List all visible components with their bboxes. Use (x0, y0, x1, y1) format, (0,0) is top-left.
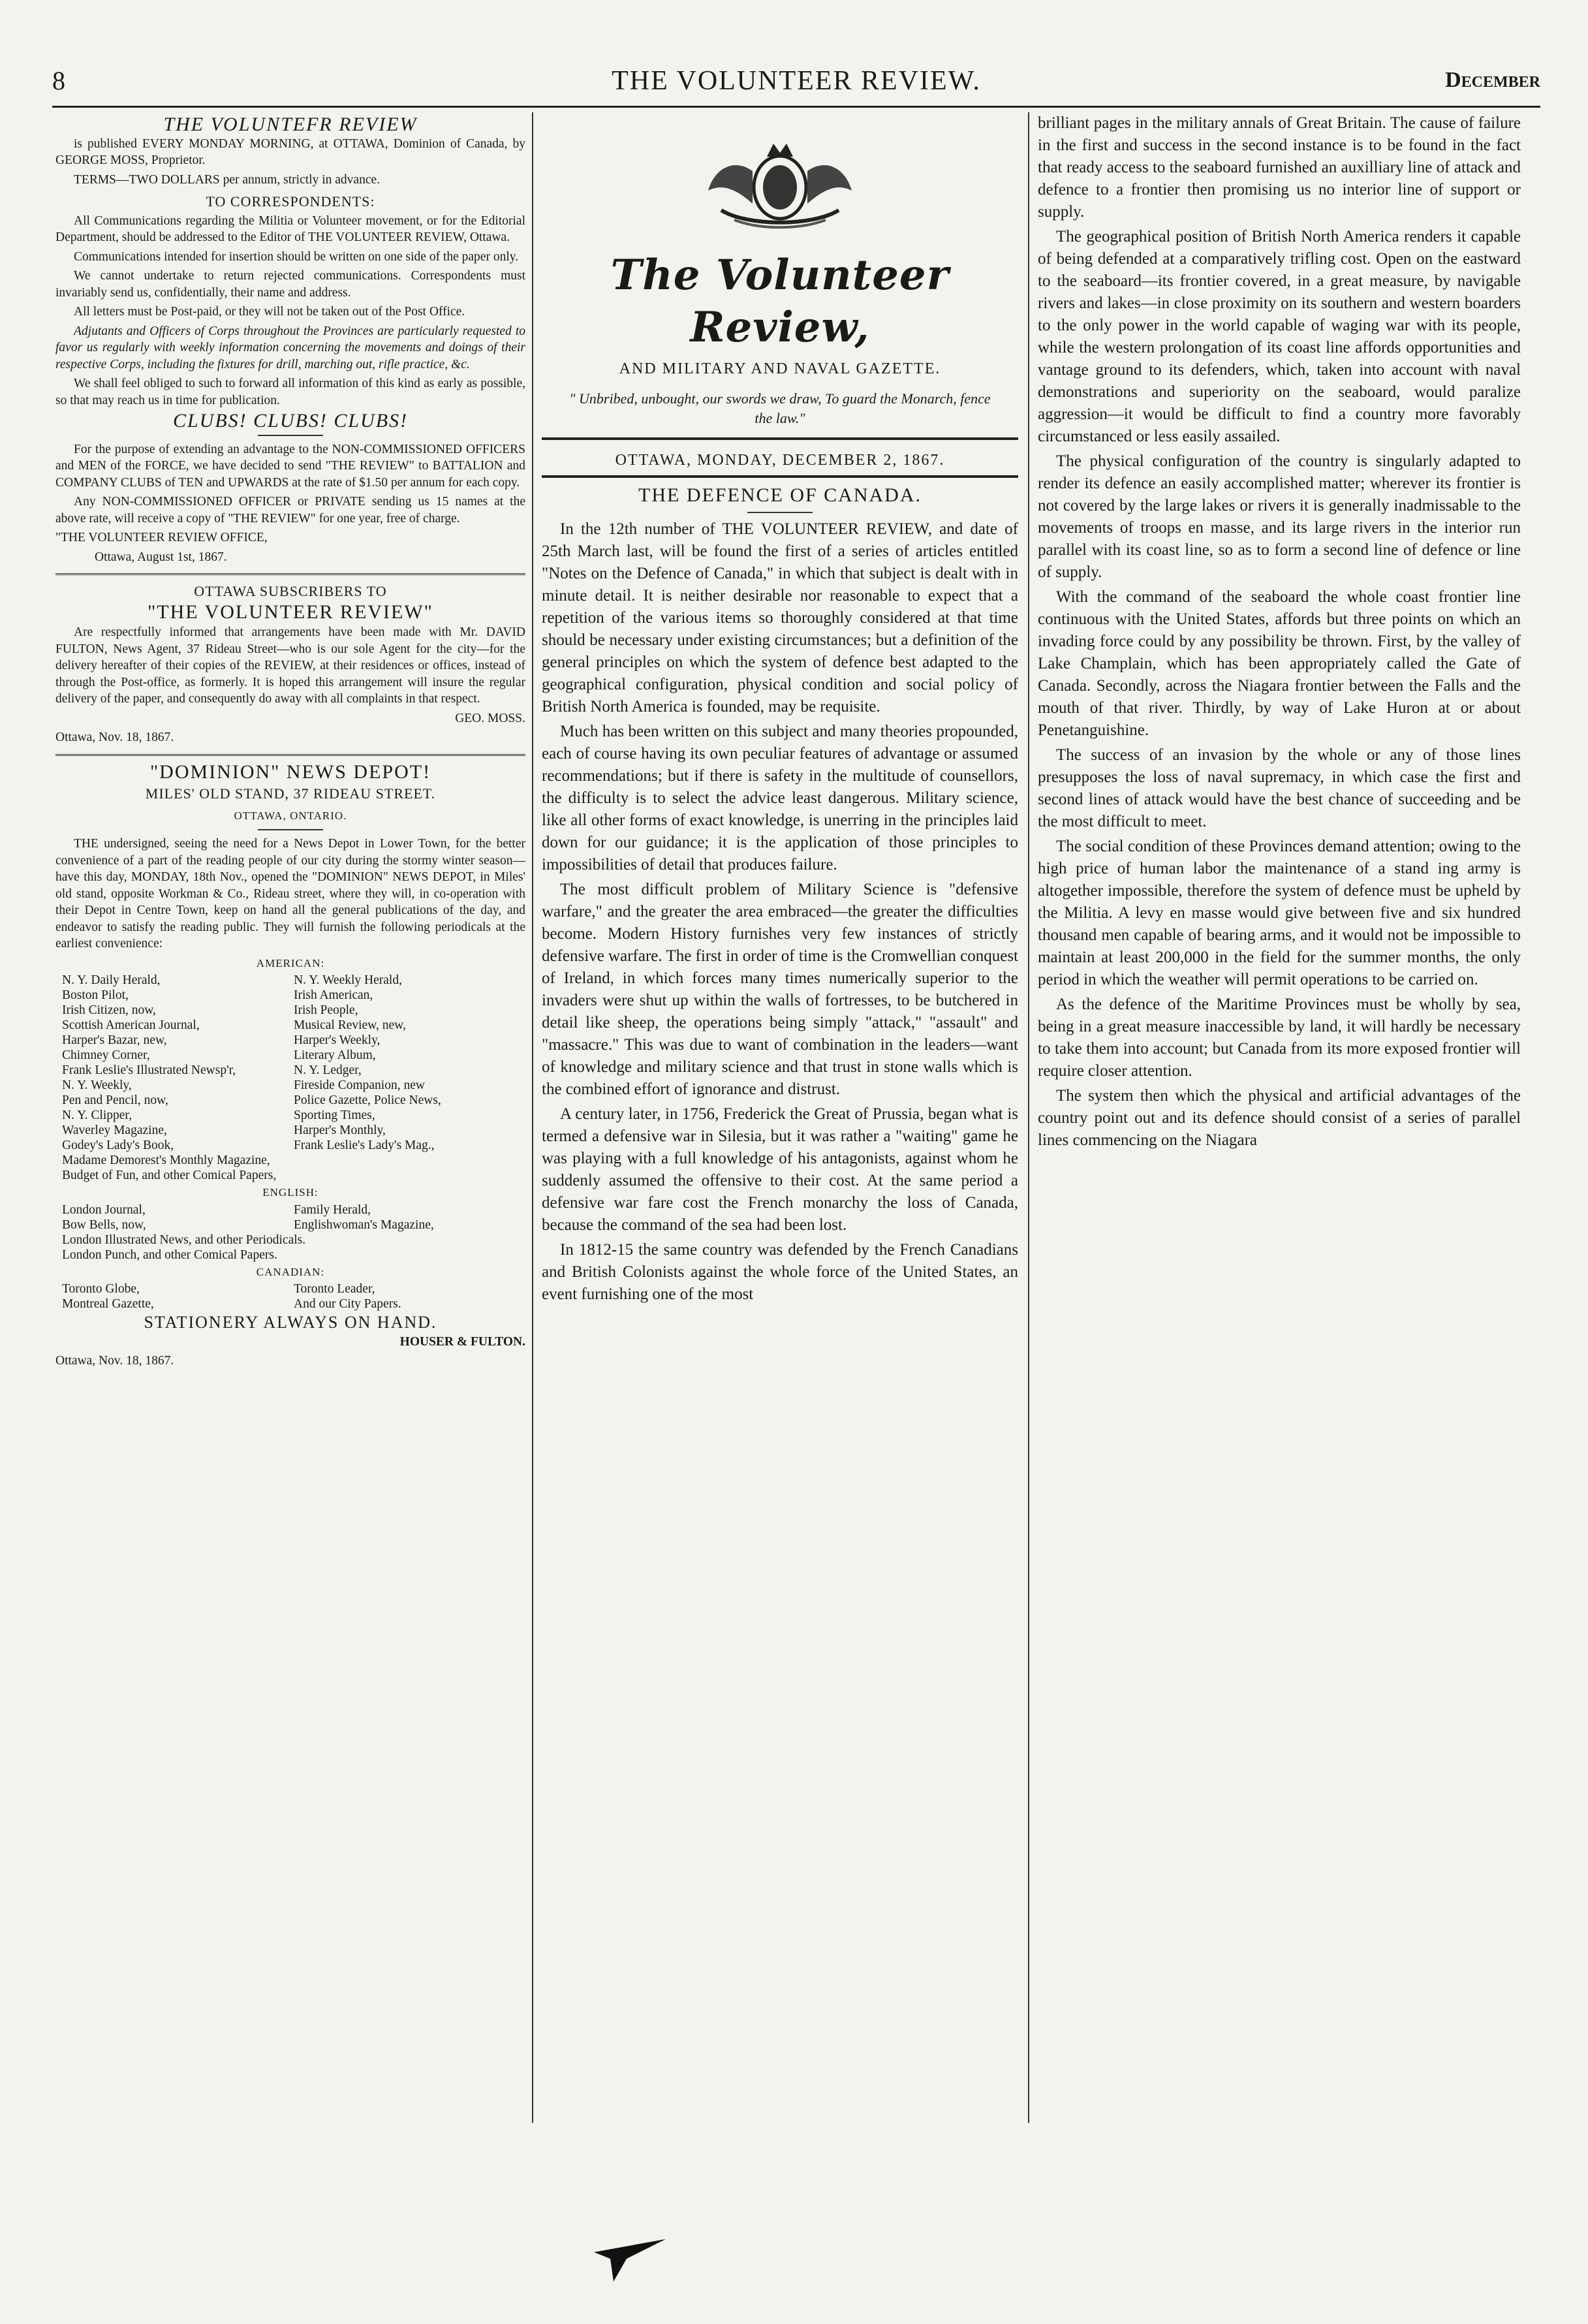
article-paragraph: brilliant pages in the military annals of Great Britain. The cause of failure in the first and success in the second instance is to be found in the fact that ready access to the seaboard furnished an auxilliary line of attack and defence to a frontier then promising us no interior line of support or supply. (1038, 114, 1521, 221)
periodical-name: Frank Leslie's Illustrated Newsp'r, (62, 1063, 236, 1077)
periodical-name: Englishwoman's Magazine, (294, 1217, 434, 1232)
periodical-name: Harper's Weekly, (294, 1033, 381, 1047)
column-right (1038, 112, 1521, 2136)
depot-city: OTTAWA, ONTARIO. (234, 809, 347, 822)
periodical-name: Literary Album, (294, 1048, 376, 1062)
periodical-name: Irish American, (294, 988, 373, 1002)
correspondents-heading: TO CORRESPONDENTS: (206, 193, 375, 210)
subscribers-date: Ottawa, Nov. 18, 1867. (55, 730, 174, 744)
masthead-motto: " Unbribed, unbought, our swords we draw, To guard the Monarch, fence the law." (569, 390, 991, 426)
clubs-paragraph: For the purpose of extending an advantage to the NON-COMMISSIONED OFFICERS and MEN of the FORCE, we have decided to send "THE REVIEW" to BATTALION and COMPANY CLUBS of TEN and UPWARDS at the rate of $1.50 per annum for each copy. (55, 442, 525, 490)
depot-subheading: MILES' OLD STAND, 37 RIDEAU STREET. (145, 785, 436, 802)
periodical-name: London Journal, (62, 1202, 146, 1217)
periodical-name: Boston Pilot, (62, 988, 129, 1002)
american-heading: AMERICAN: (256, 956, 325, 969)
periodical-name: Musical Review, new, (294, 1018, 406, 1032)
periodical-name: And our City Papers. (294, 1297, 401, 1311)
periodical-row (62, 1078, 525, 1093)
correspondents-paragraph: We shall feel obliged to such to forward all information of this kind as early as possible, so that may reach us in time for publication. (55, 377, 525, 407)
terms-notice: TERMS—TWO DOLLARS per annum, strictly in advance. (74, 172, 380, 187)
article-title: THE DEFENCE OF CANADA. (638, 484, 922, 506)
publication-title: THE VOLUNTEFR REVIEW (163, 114, 418, 135)
periodical-name: Irish Citizen, now, (62, 1003, 156, 1017)
article-paragraph: The system then which the physical and artificial advantages of the country point out and its defence should consist of a series of parallel lines commencing on the Niagara (1038, 1087, 1521, 1149)
periodical-row (62, 1168, 525, 1183)
periodical-name: Harper's Bazar, new, (62, 1033, 167, 1047)
publication-notice: is published EVERY MONDAY MORNING, at OTTAWA, Dominion of Canada, by GEORGE MOSS, Proprietor. (55, 136, 525, 167)
periodical-name: N. Y. Weekly Herald, (294, 973, 402, 987)
periodical-row (62, 1281, 525, 1296)
short-rule (258, 829, 323, 830)
article-paragraph: The physical configuration of the country is singularly adapted to render its defence an easily accomplished matter; wherever its frontier is not covered by the large lakes or rivers it is generally inadmissable to the movements of troops en masse, and its large rivers in the interior run parallel with its coast line, so as to form a second line of defence or line of supply. (1038, 452, 1521, 581)
periodical-name: Pen and Pencil, now, (62, 1093, 168, 1107)
periodical-row (62, 1123, 525, 1138)
periodical-row (62, 1296, 525, 1311)
periodical-name: Bow Bells, now, (62, 1217, 146, 1232)
periodical-row (62, 1217, 525, 1233)
article-paragraph: Much has been written on this subject and many theories propounded, each of course having its own peculiar features of advantage or assumed recommendations; but if there is safety in the multitude of counsellors, the difficulty is to select the advice least dangerous. Military science, like all other forms of exact knowledge, is unerring in the principles laid down for our guidance; it is the application of those principles to impossibilities of detail that produces failure. (542, 723, 1018, 873)
article-paragraph: In the 12th number of THE VOLUNTEER REVIEW, and date of 25th March last, will be found the first of a series of articles entitled "Notes on the Defence of Canada," in which that subject is dealt with in minute detail. It is neither desirable nor reasonable to expect that a repetition of the various items so thoroughly considered at that time should be necessary under existing circumstances; but a definition of the general principles on which the system of defence best adapted to the geographical configuration, physical condition and social policy of British North America is founded, may be requisite. (542, 520, 1018, 715)
header-rule (52, 106, 1540, 108)
masthead-rule (542, 437, 1018, 440)
running-month: December (1445, 68, 1540, 92)
article-paragraph: The most difficult problem of Military Science is "defensive warfare," and the greater the area embraced—the greater the difficulties become. Modern History furnishes very few instances of strictly defensive warfare. The first in order of time is the Cromwellian conquest of Ireland, in which forces many times numerically superior to the invaders were shut up within the walls of fortresses, to be butchered in detail like sheep, the operations being simply "attack," "assault" and "massacre." This was due to want of combination in the leaders—want of knowledge and military science and that trust in stone walls which is the combined effort of ignorance and distrust. (542, 881, 1018, 1098)
periodical-row (62, 988, 525, 1003)
correspondents-paragraph: Communications intended for insertion should be written on one side of the paper only. (74, 249, 519, 264)
article-paragraph: With the command of the seaboard the whole coast frontier line continuous with the United States, affords but three points on which an invading force could by any possibility be thrown. First, by the valley of Lake Champlain, which has been appropriately called the Gate of Canada. Secondly, across the Niagara frontier between the Falls and the mouth of that river. Thirdly, by way of Lake Huron at or about Penetanguishine. (1038, 588, 1521, 739)
short-rule (747, 512, 813, 513)
ink-blot-icon (587, 2233, 679, 2285)
issue-dateline: OTTAWA, MONDAY, DECEMBER 2, 1867. (615, 452, 945, 469)
periodical-row (62, 973, 525, 988)
subscribers-name: "THE VOLUNTEER REVIEW" (148, 601, 433, 623)
periodical-name: Police Gazette, Police News, (294, 1093, 441, 1107)
periodical-name: Family Herald, (294, 1202, 371, 1217)
periodical-name: Irish People, (294, 1003, 358, 1017)
page-header (52, 65, 1540, 111)
clubs-paragraph: Any NON-COMMISSIONED OFFICER or PRIVATE sending us 15 names at the above rate, will receive a copy of "THE REVIEW" for one year, free of charge. (55, 495, 525, 526)
periodical-name: Montreal Gazette, (62, 1297, 154, 1311)
column-divider (532, 112, 533, 2123)
masthead (542, 112, 1018, 478)
periodical-name: N. Y. Daily Herald, (62, 973, 161, 987)
firm-date: Ottawa, Nov. 18, 1867. (55, 1354, 174, 1368)
clubs-signature-date: Ottawa, August 1st, 1867. (95, 550, 227, 564)
periodical-row (62, 1202, 525, 1217)
periodical-name: Budget of Fun, and other Comical Papers, (62, 1169, 277, 1182)
periodical-name: Frank Leslie's Lady's Mag., (294, 1138, 435, 1152)
english-periodicals-list (55, 1202, 525, 1263)
periodical-row (62, 1153, 525, 1168)
periodical-name: N. Y. Ledger, (294, 1063, 362, 1077)
correspondents-paragraph: Adjutants and Officers of Corps throughout the Provinces are particularly requested to favor us regularly with weekly information concerning the movements and doings of their respective Corps, including the fixtures for drill, marching out, rifle practice, &c. (55, 324, 525, 371)
column-left (55, 112, 525, 2136)
periodical-row (62, 1033, 525, 1048)
article-paragraph: As the defence of the Maritime Provinces must be wholly by sea, being in a great measure inaccessible by land, it will hardly be necessary to take them into account; but Canada from its more exposed frontier will require closer attention. (1038, 996, 1521, 1080)
periodical-name: Toronto Globe, (62, 1282, 140, 1296)
firm-name: HOUSER & FULTON. (399, 1334, 525, 1349)
depot-heading: "DOMINION" NEWS DEPOT! (149, 761, 431, 783)
stationery-notice: STATIONERY ALWAYS ON HAND. (144, 1313, 437, 1332)
periodical-name: N. Y. Weekly, (62, 1078, 132, 1092)
english-heading: ENGLISH: (262, 1186, 319, 1199)
column-center (542, 112, 1018, 2136)
periodical-row (62, 1108, 525, 1123)
periodical-name: Sporting Times, (294, 1108, 375, 1122)
periodical-name: Fireside Companion, new (294, 1078, 425, 1092)
periodical-name: Toronto Leader, (294, 1282, 375, 1296)
section-rule (55, 573, 525, 575)
article-paragraph: The geographical position of British North America renders it capable of being defended at a comparatively trifling cost. Open on the eastward to the seaboard—its frontier covered, in a great measure, by navigable rivers and lakes—in close proximity on its southern and western boarders to the only power in the world capable of waging war with its people, while the western prolongation of its coast line affords opportunities and vantage ground to its defenders, which, taken into account with naval demonstrations and superiority on the seaboard, would paralize aggression—it would be difficult to find a country more favorably circumstanced or less easily assailed. (1038, 228, 1521, 445)
periodical-row (62, 1063, 525, 1078)
periodical-name: Scottish American Journal, (62, 1018, 200, 1032)
periodical-row (62, 1233, 525, 1248)
page-number: 8 (52, 66, 65, 95)
masthead-subtitle: AND MILITARY AND NAVAL GAZETTE. (619, 360, 941, 377)
periodical-row (62, 1248, 525, 1263)
dateline-rule (542, 475, 1018, 478)
american-periodicals-list (55, 973, 525, 1183)
periodical-name: Harper's Monthly, (294, 1123, 386, 1137)
periodical-name: London Punch, and other Comical Papers. (62, 1248, 277, 1262)
royal-arms-emblem-icon (695, 132, 865, 230)
article-paragraph: A century later, in 1756, Frederick the Great of Prussia, began what is termed a defensive war in Silesia, but it was rather a "waiting" game he was playing with a full knowledge of his antagonists, against whom he suddenly assumed the offensive to their cost. At the same period a defensive war fare cost the French monarchy the loss of Canada, because the command of the sea had been lost. (542, 1105, 1018, 1234)
correspondents-paragraph: All Communications regarding the Militia or Volunteer movement, or for the Editorial Department, should be addressed to the Editor of THE VOLUNTEER REVIEW, Ottawa. (55, 213, 525, 244)
article-paragraph: The success of an invasion by the whole or any of those lines presupposes the loss of naval supremacy, in which case the first and second lines of attack would have the best chance of succeeding and be the most difficult to meet. (1038, 746, 1521, 830)
section-rule (55, 754, 525, 756)
periodical-name: N. Y. Clipper, (62, 1108, 132, 1122)
periodical-name: Waverley Magazine, (62, 1123, 167, 1137)
periodical-name: Madame Demorest's Monthly Magazine, (62, 1154, 270, 1167)
periodical-name: London Illustrated News, and other Periodicals. (62, 1233, 306, 1247)
subscribers-paragraph: Are respectfully informed that arrangements have been made with Mr. DAVID FULTON, News Agent, 37 Rideau Street—who is our sole Agent for the city—for the delivery hereafter of their copies of the REVIEW, at their residences or offices, instead of through the Post-office, as formerly. It is hoped this arrangement will insure the regular delivery of the paper, and consequently do away with all complaints in that respect. (55, 625, 525, 706)
column-divider (1028, 112, 1029, 2123)
subscribers-signature: GEO. MOSS. (455, 711, 525, 725)
running-title: THE VOLUNTEER REVIEW. (612, 66, 981, 96)
correspondents-paragraph: We cannot undertake to return rejected communications. Correspondents must invariably send us, confidentially, their name and address. (55, 269, 525, 300)
clubs-heading: CLUBS! CLUBS! CLUBS! (172, 410, 409, 432)
article-paragraph: The social condition of these Provinces demand attention; owing to the high price of human labor the maintenance of a stand ing army is altogether impossible, therefore the system of defence must be upheld by the Militia. A levy en masse would give between five and six hundred thousand men capable of bearing arms, and it would not be impossible to maintain at least 200,000 in the field for the summer months, the only period in which the weather will permit operations to be carried on. (1038, 838, 1521, 988)
correspondents-paragraph: All letters must be Post-paid, or they will not be taken out of the Post Office. (74, 305, 465, 319)
article-paragraph: In 1812-15 the same country was defended by the French Canadians and British Colonists against the whole force of the United States, an event furnishing one of the most (542, 1241, 1018, 1303)
masthead-title: The Volunteer Review, (610, 251, 950, 352)
periodical-row (62, 1048, 525, 1063)
periodical-row (62, 1093, 525, 1108)
canadian-periodicals-list (55, 1281, 525, 1311)
canadian-heading: CANADIAN: (256, 1265, 325, 1278)
subscribers-heading: OTTAWA SUBSCRIBERS TO (194, 583, 387, 599)
clubs-signature: "THE VOLUNTEER REVIEW OFFICE, (55, 531, 268, 544)
depot-paragraph: THE undersigned, seeing the need for a News Depot in Lower Town, for the better convenience of a part of the reading people of our city during the stormy winter season—have this day, MONDAY, 18th Nov., opened the "DOMINION" NEWS DEPOT, in Miles' old stand, opposite Workman & Co., Rideau street, where they will, in co-operation with their Depot in Centre Town, keep on hand all the general publications of the day, and endeavor to satisfy the reading public. They will furnish the following periodicals at the earliest convenience: (55, 837, 525, 950)
short-rule (258, 435, 323, 436)
periodical-name: Godey's Lady's Book, (62, 1138, 174, 1152)
periodical-row (62, 1018, 525, 1033)
periodical-row (62, 1003, 525, 1018)
periodical-row (62, 1138, 525, 1153)
periodical-name: Chimney Corner, (62, 1048, 150, 1062)
